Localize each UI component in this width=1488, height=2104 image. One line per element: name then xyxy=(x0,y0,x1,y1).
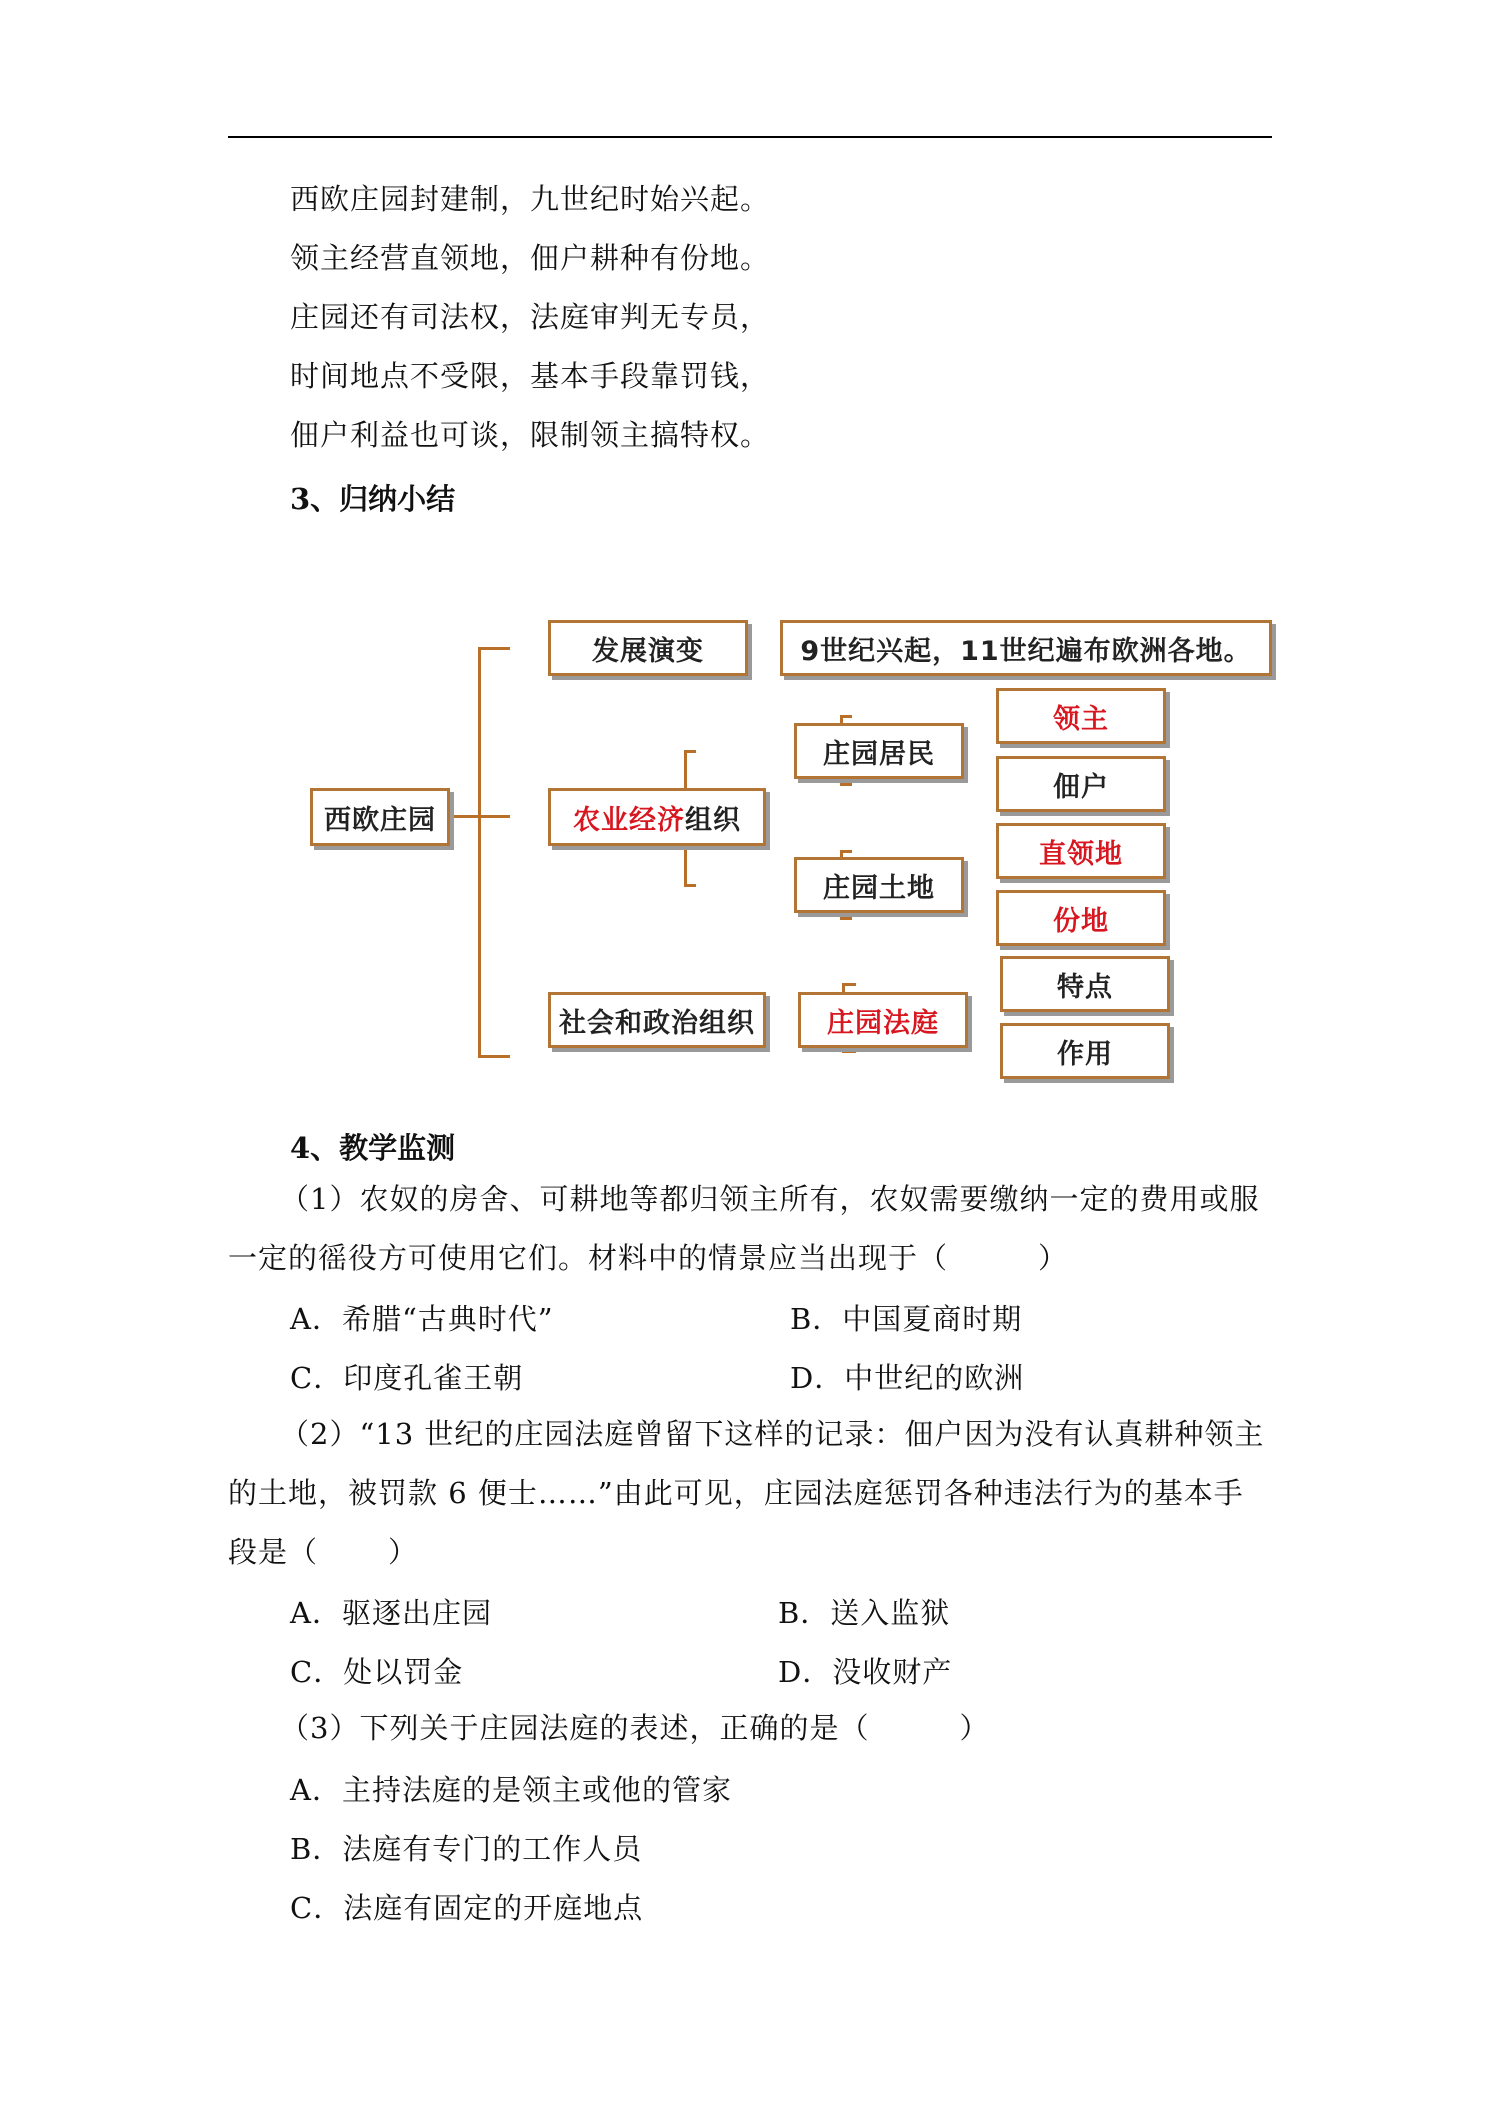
node-social-political-organization: 社会和政治组织 xyxy=(548,992,766,1048)
connector xyxy=(478,647,510,650)
node-manor-court: 庄园法庭 xyxy=(798,992,968,1048)
node-demesne: 直领地 xyxy=(996,823,1166,879)
option-a[interactable]: A．驱逐出庄园 xyxy=(290,1596,492,1630)
node-root: 西欧庄园 xyxy=(310,788,450,846)
option-b[interactable]: B．送入监狱 xyxy=(778,1596,951,1630)
option-a[interactable]: A．主持法庭的是领主或他的管家 xyxy=(290,1773,732,1807)
option-c[interactable]: C．印度孔雀王朝 xyxy=(290,1361,524,1395)
node-land: 庄园土地 xyxy=(794,857,964,913)
node-development: 发展演变 xyxy=(548,620,748,676)
poem-line: 庄园还有司法权，法庭审判无专员， xyxy=(290,300,771,334)
connector xyxy=(842,1050,856,1053)
connector xyxy=(840,917,852,920)
node-tenant: 佃户 xyxy=(996,756,1166,812)
question-3: （3）下列关于庄园法庭的表述，正确的是（ ） xyxy=(280,1711,990,1745)
option-b[interactable]: B．中国夏商时期 xyxy=(790,1302,1023,1336)
node-holding: 份地 xyxy=(996,890,1166,946)
connector xyxy=(478,647,481,1057)
node-lord: 领主 xyxy=(996,688,1166,744)
option-a[interactable]: A．希腊“古典时代” xyxy=(290,1302,554,1336)
question-2: （2）“13 世纪的庄园法庭曾留下这样的记录：佃户因为没有认真耕种领主的土地，被罚款 6 便士……”由此可见，庄园法庭惩罚各种违法行为的基本手段是（ ） xyxy=(228,1417,1265,1569)
poem-line: 佃户利益也可谈，限制领主搞特权。 xyxy=(290,418,771,452)
node-role: 作用 xyxy=(1000,1023,1170,1079)
poem-line: 西欧庄园封建制，九世纪时始兴起。 xyxy=(290,182,771,216)
poem-line: 时间地点不受限，基本手段靠罚钱， xyxy=(290,359,771,393)
question-1: （1）农奴的房舍、可耕地等都归领主所有，农奴需要缴纳一定的费用或服一定的徭役方可使用它们。材料中的情景应当出现于（ ） xyxy=(228,1182,1260,1275)
node-features: 特点 xyxy=(1000,956,1170,1012)
header-rule xyxy=(228,136,1272,138)
node-development-detail: 9世纪兴起，11世纪遍布欧洲各地。 xyxy=(780,620,1272,676)
connector xyxy=(840,715,852,718)
section-heading: 3、归纳小结 xyxy=(290,482,456,516)
connector xyxy=(842,983,856,986)
option-c[interactable]: C．处以罚金 xyxy=(290,1655,464,1689)
option-c[interactable]: C．法庭有固定的开庭地点 xyxy=(290,1891,644,1925)
node-agricultural-organization: 农业经济 组织 xyxy=(548,788,766,846)
option-d[interactable]: D．中世纪的欧洲 xyxy=(790,1361,1025,1395)
poem-line: 领主经营直领地，佃户耕种有份地。 xyxy=(290,241,771,275)
option-d[interactable]: D．没收财产 xyxy=(778,1655,953,1689)
connector xyxy=(478,815,510,818)
option-b[interactable]: B．法庭有专门的工作人员 xyxy=(290,1832,643,1866)
connector xyxy=(840,783,852,786)
connector xyxy=(840,850,852,853)
connector xyxy=(684,884,696,887)
connector xyxy=(478,1055,510,1058)
concept-map xyxy=(300,610,1280,1100)
connector xyxy=(684,750,696,753)
connector xyxy=(450,815,480,818)
node-residents: 庄园居民 xyxy=(794,723,964,779)
section-heading: 4、教学监测 xyxy=(290,1131,456,1165)
